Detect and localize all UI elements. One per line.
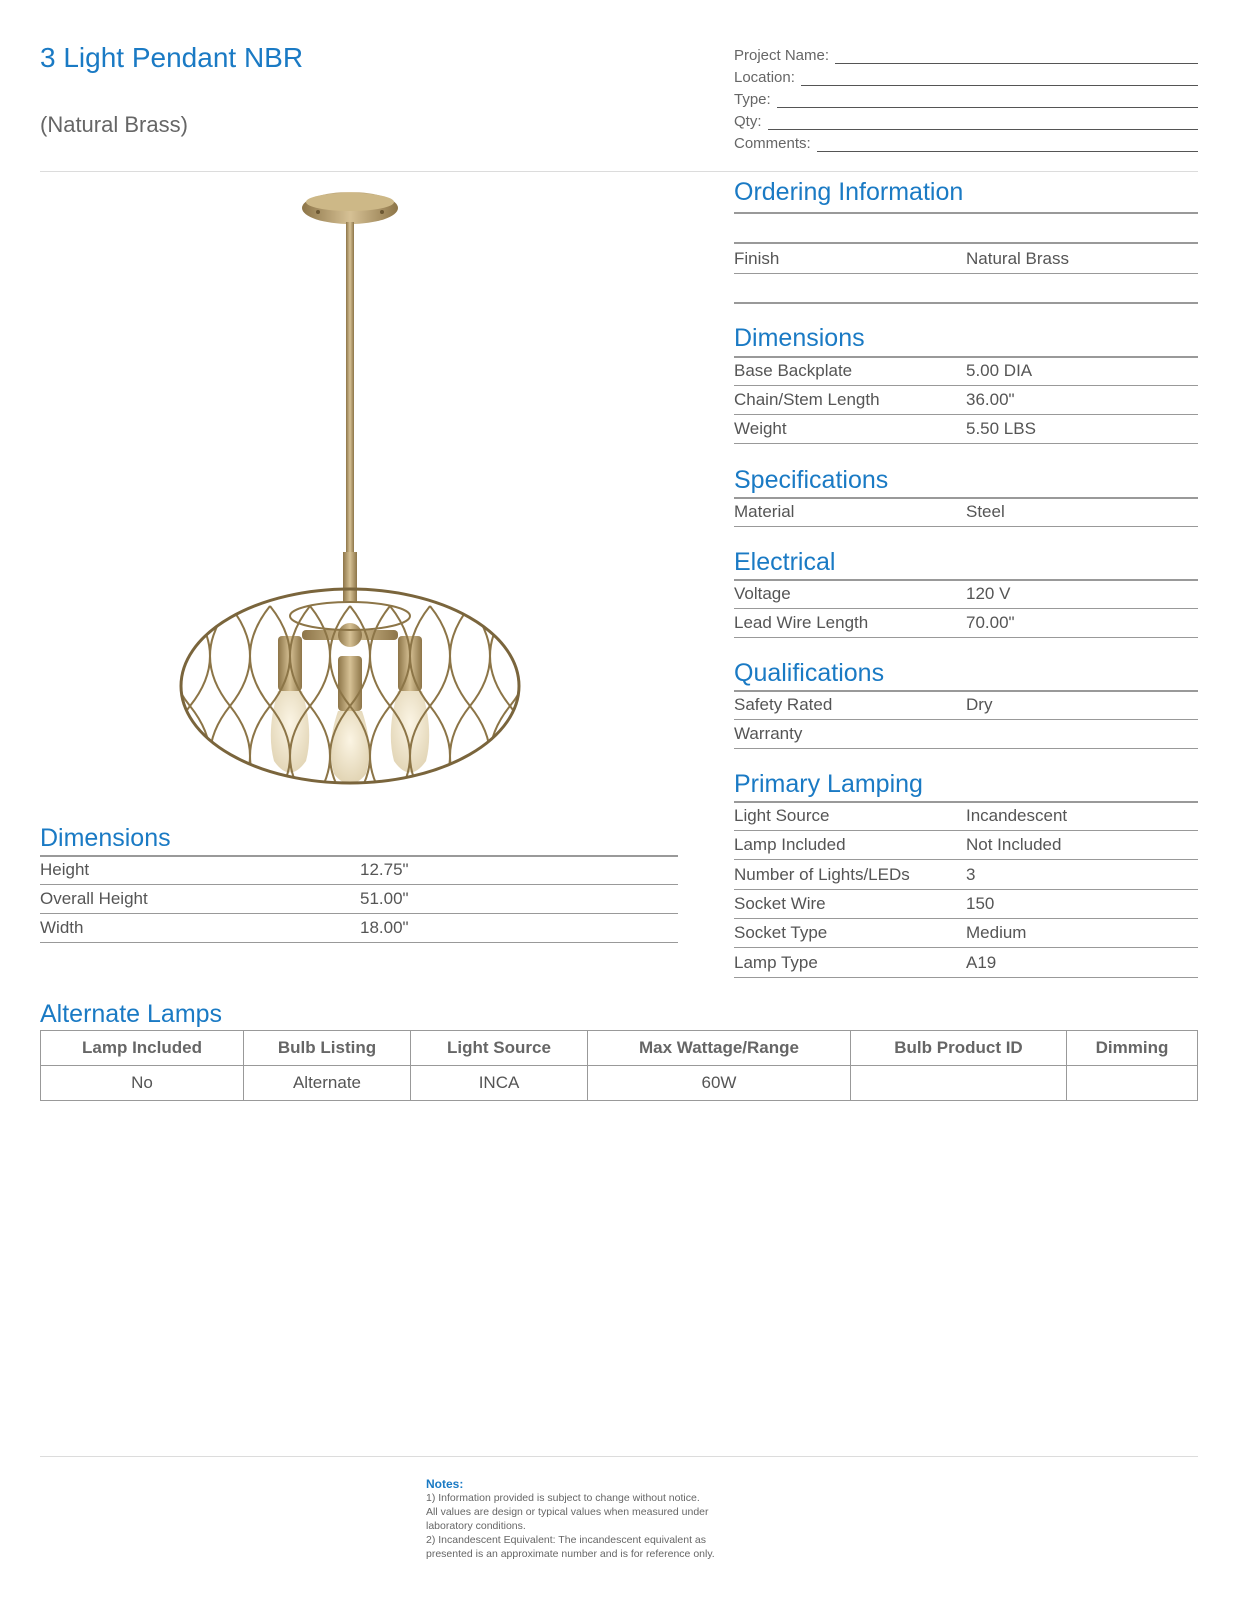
spec-row xyxy=(734,720,1198,749)
spec-label: Lamp Included xyxy=(734,835,846,854)
spec-value: Dry xyxy=(966,695,993,714)
spec-label: Height xyxy=(40,860,90,879)
header-divider xyxy=(40,171,1198,172)
spec-label: Voltage xyxy=(734,584,791,603)
spec-row xyxy=(734,860,1198,890)
spec-value: 70.00" xyxy=(966,613,1015,632)
spec-label: Weight xyxy=(734,419,787,438)
note-line: laboratory conditions. xyxy=(426,1520,526,1532)
spec-value: 3 xyxy=(966,864,976,884)
table-cell: Alternate xyxy=(244,1066,411,1101)
spec-value: Incandescent xyxy=(966,806,1068,825)
spec-row xyxy=(40,914,678,943)
spec-value: 51.00" xyxy=(360,889,409,908)
spec-row xyxy=(734,244,1198,274)
column-header: Max Wattage/Range xyxy=(588,1031,851,1066)
alternate-lamps-title: Alternate Lamps xyxy=(40,1000,223,1028)
electrical-title: Electrical xyxy=(734,548,836,576)
field-label: Project Name: xyxy=(734,47,830,64)
notes xyxy=(426,1477,756,1562)
column-header: Light Source xyxy=(411,1031,588,1066)
spec-label: Safety Rated xyxy=(734,695,833,714)
field-label: Qty: xyxy=(734,113,762,130)
table-cell: 60W xyxy=(588,1066,851,1101)
spec-label: Chain/Stem Length xyxy=(734,390,880,409)
spec-value: 120 V xyxy=(966,584,1011,603)
spec-row xyxy=(734,498,1198,527)
comments-field[interactable] xyxy=(734,130,1198,152)
spec-value: Medium xyxy=(966,923,1027,942)
table-cell xyxy=(851,1066,1067,1101)
table-cell xyxy=(1067,1066,1198,1101)
spec-label: Lamp Type xyxy=(734,952,818,972)
table-cell: INCA xyxy=(411,1066,588,1101)
note-line: presented is an approximate number and is for reference only. xyxy=(426,1548,715,1560)
divider xyxy=(734,212,1198,214)
spec-row xyxy=(734,802,1198,831)
specifications-title: Specifications xyxy=(734,466,889,494)
field-label: Location: xyxy=(734,69,795,86)
note-line: All values are design or typical values when measured under xyxy=(426,1506,709,1518)
pendant-product-image xyxy=(170,186,550,806)
blank-line xyxy=(801,71,1198,86)
spec-label: Finish xyxy=(734,248,780,268)
footer-divider xyxy=(40,1456,1198,1457)
spec-value: 5.00 DIA xyxy=(966,361,1033,380)
column-header: Bulb Product ID xyxy=(851,1031,1067,1066)
notes-heading: Notes: xyxy=(426,1477,464,1491)
spec-row xyxy=(734,386,1198,415)
location-field[interactable] xyxy=(734,64,1198,86)
table-cell: No xyxy=(41,1066,244,1101)
alternate-lamps-table xyxy=(40,1030,1198,1101)
spec-label: Lead Wire Length xyxy=(734,613,869,632)
spec-label: Light Source xyxy=(734,806,830,825)
column-header: Lamp Included xyxy=(41,1031,244,1066)
spec-label: Overall Height xyxy=(40,889,148,908)
spec-label: Socket Type xyxy=(734,923,828,942)
qualifications-title: Qualifications xyxy=(734,659,885,687)
divider xyxy=(734,302,1198,304)
project-name-field[interactable] xyxy=(734,42,1198,64)
column-header: Bulb Listing xyxy=(244,1031,411,1066)
blank-line xyxy=(777,93,1198,108)
spec-row xyxy=(40,885,678,914)
spec-value: Steel xyxy=(966,502,1005,521)
table-row xyxy=(41,1066,1198,1101)
spec-row xyxy=(734,609,1198,638)
page-title: 3 Light Pendant NBR xyxy=(40,42,304,73)
field-label: Comments: xyxy=(734,135,811,152)
field-label: Type: xyxy=(734,91,771,108)
table-header-row xyxy=(41,1031,1198,1066)
spec-row xyxy=(734,415,1198,444)
column-header: Dimming xyxy=(1067,1031,1198,1066)
spec-label: Number of Lights/LEDs xyxy=(734,864,910,884)
spec-label: Warranty xyxy=(734,724,803,743)
spec-value: A19 xyxy=(966,952,997,972)
spec-value: 18.00" xyxy=(360,918,409,937)
type-field[interactable] xyxy=(734,86,1198,108)
spec-value: 5.50 LBS xyxy=(966,419,1036,438)
blank-line xyxy=(768,115,1198,130)
spec-label: Width xyxy=(40,918,84,937)
stem xyxy=(346,222,354,552)
ordering-title: Ordering Information xyxy=(734,178,964,206)
blank-line xyxy=(817,137,1198,152)
spec-value: 36.00" xyxy=(966,390,1015,409)
spec-label: Base Backplate xyxy=(734,361,853,380)
product-dimensions-title: Dimensions xyxy=(40,824,171,852)
note-line: 2) Incandescent Equivalent: The incandescent equivalent as xyxy=(426,1534,706,1546)
bulb xyxy=(331,711,369,784)
spec-row xyxy=(734,919,1198,948)
dimensions-title: Dimensions xyxy=(734,324,865,352)
spec-label: Material xyxy=(734,502,795,521)
spec-row xyxy=(734,831,1198,860)
qty-field[interactable] xyxy=(734,108,1198,130)
spec-value: Not Included xyxy=(966,835,1062,854)
spec-row xyxy=(734,580,1198,609)
primary-lamping-title: Primary Lamping xyxy=(734,770,923,798)
spec-row xyxy=(734,357,1198,386)
spec-row xyxy=(734,948,1198,978)
spec-value: 12.75" xyxy=(360,860,409,879)
spec-row xyxy=(734,890,1198,919)
note-line: 1) Information provided is subject to change without notice. xyxy=(426,1492,700,1504)
spec-row xyxy=(40,856,678,885)
spec-value: 150 xyxy=(966,894,995,913)
spec-row xyxy=(734,691,1198,720)
finish-subtitle: (Natural Brass) xyxy=(40,112,188,137)
spec-label: Socket Wire xyxy=(734,894,826,913)
spec-value: Natural Brass xyxy=(966,248,1069,268)
blank-line xyxy=(835,49,1198,64)
socket xyxy=(338,656,362,711)
